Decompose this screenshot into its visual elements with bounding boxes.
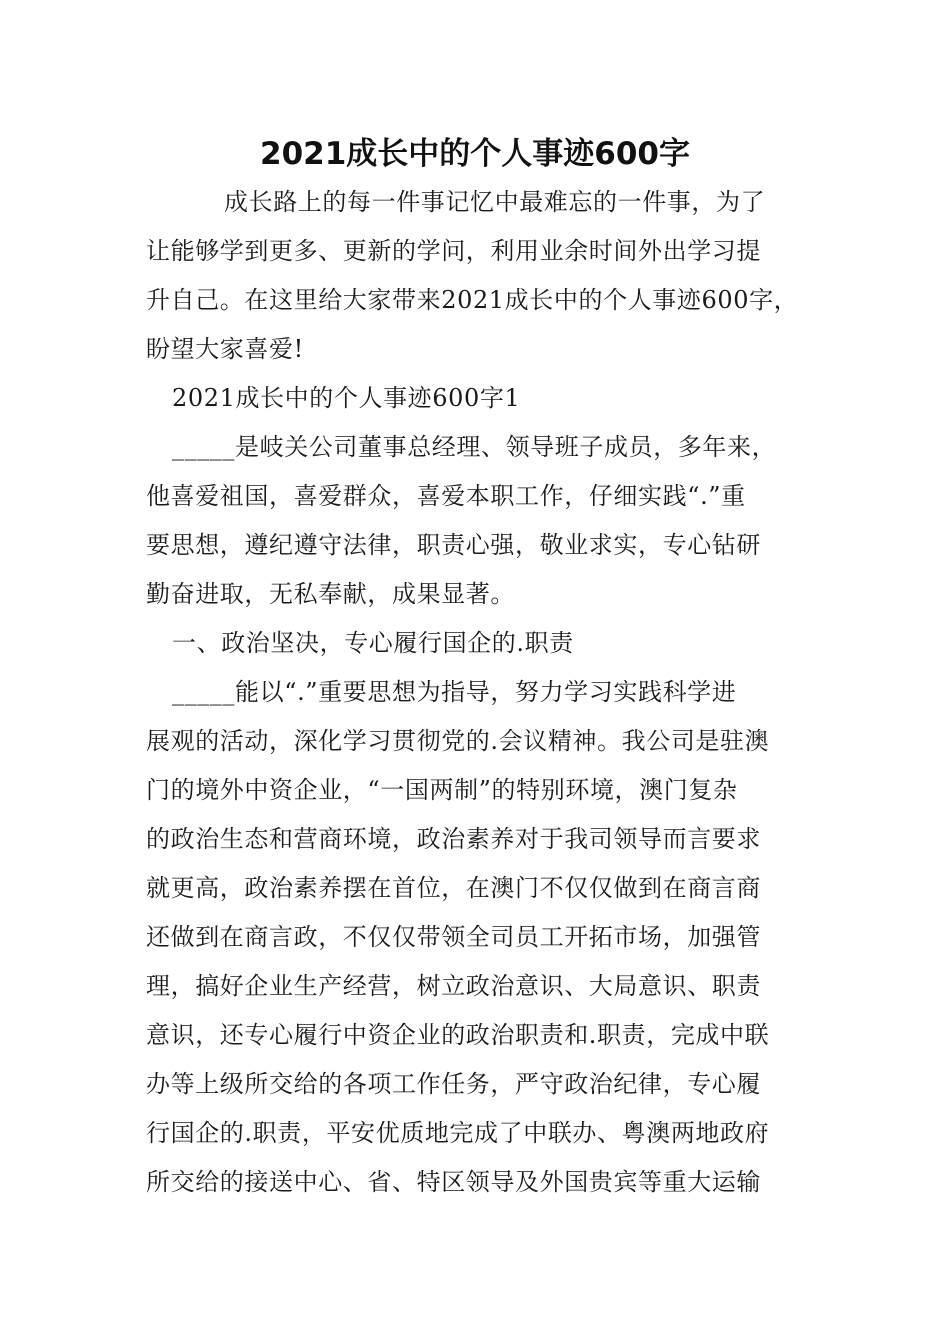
paragraph-line: 就更高，政治素养摆在首位，在澳门不仅仅做到在商言商: [146, 874, 761, 902]
paragraph-line: 办等上级所交给的各项工作任务，严守政治纪律，专心履: [146, 1070, 761, 1098]
paragraph-line: 展观的活动，深化学习贯彻党的.会议精神。我公司是驻澳: [146, 727, 770, 755]
paragraph-line: 勤奋进取，无私奉献，成果显著。: [146, 580, 515, 608]
section-heading: 一、政治坚决，专心履行国企的.职责: [172, 629, 574, 657]
paragraph-line: 门的境外中资企业，“一国两制”的特别环境，澳门复杂: [146, 776, 738, 804]
paragraph-line: 所交给的接送中心、省、特区领导及外国贵宾等重大运输: [146, 1168, 761, 1196]
paragraph-line: 的政治生态和营商环境，政治素养对于我司领导而言要求: [146, 825, 761, 853]
paragraph-line: 要思想，遵纪遵守法律，职责心强，敬业求实，专心钻研: [146, 531, 761, 559]
section-heading: 2021成长中的个人事迹600字1: [172, 384, 521, 412]
paragraph-line: 他喜爱祖国，喜爱群众，喜爱本职工作，仔细实践“.”重: [146, 482, 746, 510]
paragraph-line: 盼望大家喜爱!: [146, 335, 304, 363]
paragraph-line: 意识，还专心履行中资企业的政治职责和.职责，完成中联: [146, 1021, 770, 1049]
paragraph-line: _____能以“.”重要思想为指导，努力学习实践科学进: [172, 678, 737, 706]
paragraph-line: 让能够学到更多、更新的学问，利用业余时间外出学习提: [146, 237, 761, 265]
paragraph-line: 成长路上的每一件事记忆中最难忘的一件事，为了: [224, 188, 766, 216]
paragraph-line: 还做到在商言政，不仅仅带领全司员工开拓市场，加强管: [146, 923, 761, 951]
document-title: 2021成长中的个人事迹600字: [260, 136, 690, 172]
paragraph-line: _____是岐关公司董事总经理、领导班子成员，多年来，: [172, 433, 777, 461]
document-body: [146, 178, 806, 1207]
paragraph-line: 升自己。在这里给大家带来2021成长中的个人事迹600字，: [146, 286, 799, 314]
paragraph-line: 行国企的.职责，平安优质地完成了中联办、粤澳两地政府: [146, 1119, 770, 1147]
paragraph-line: 理，搞好企业生产经营，树立政治意识、大局意识、职责: [146, 972, 761, 1000]
